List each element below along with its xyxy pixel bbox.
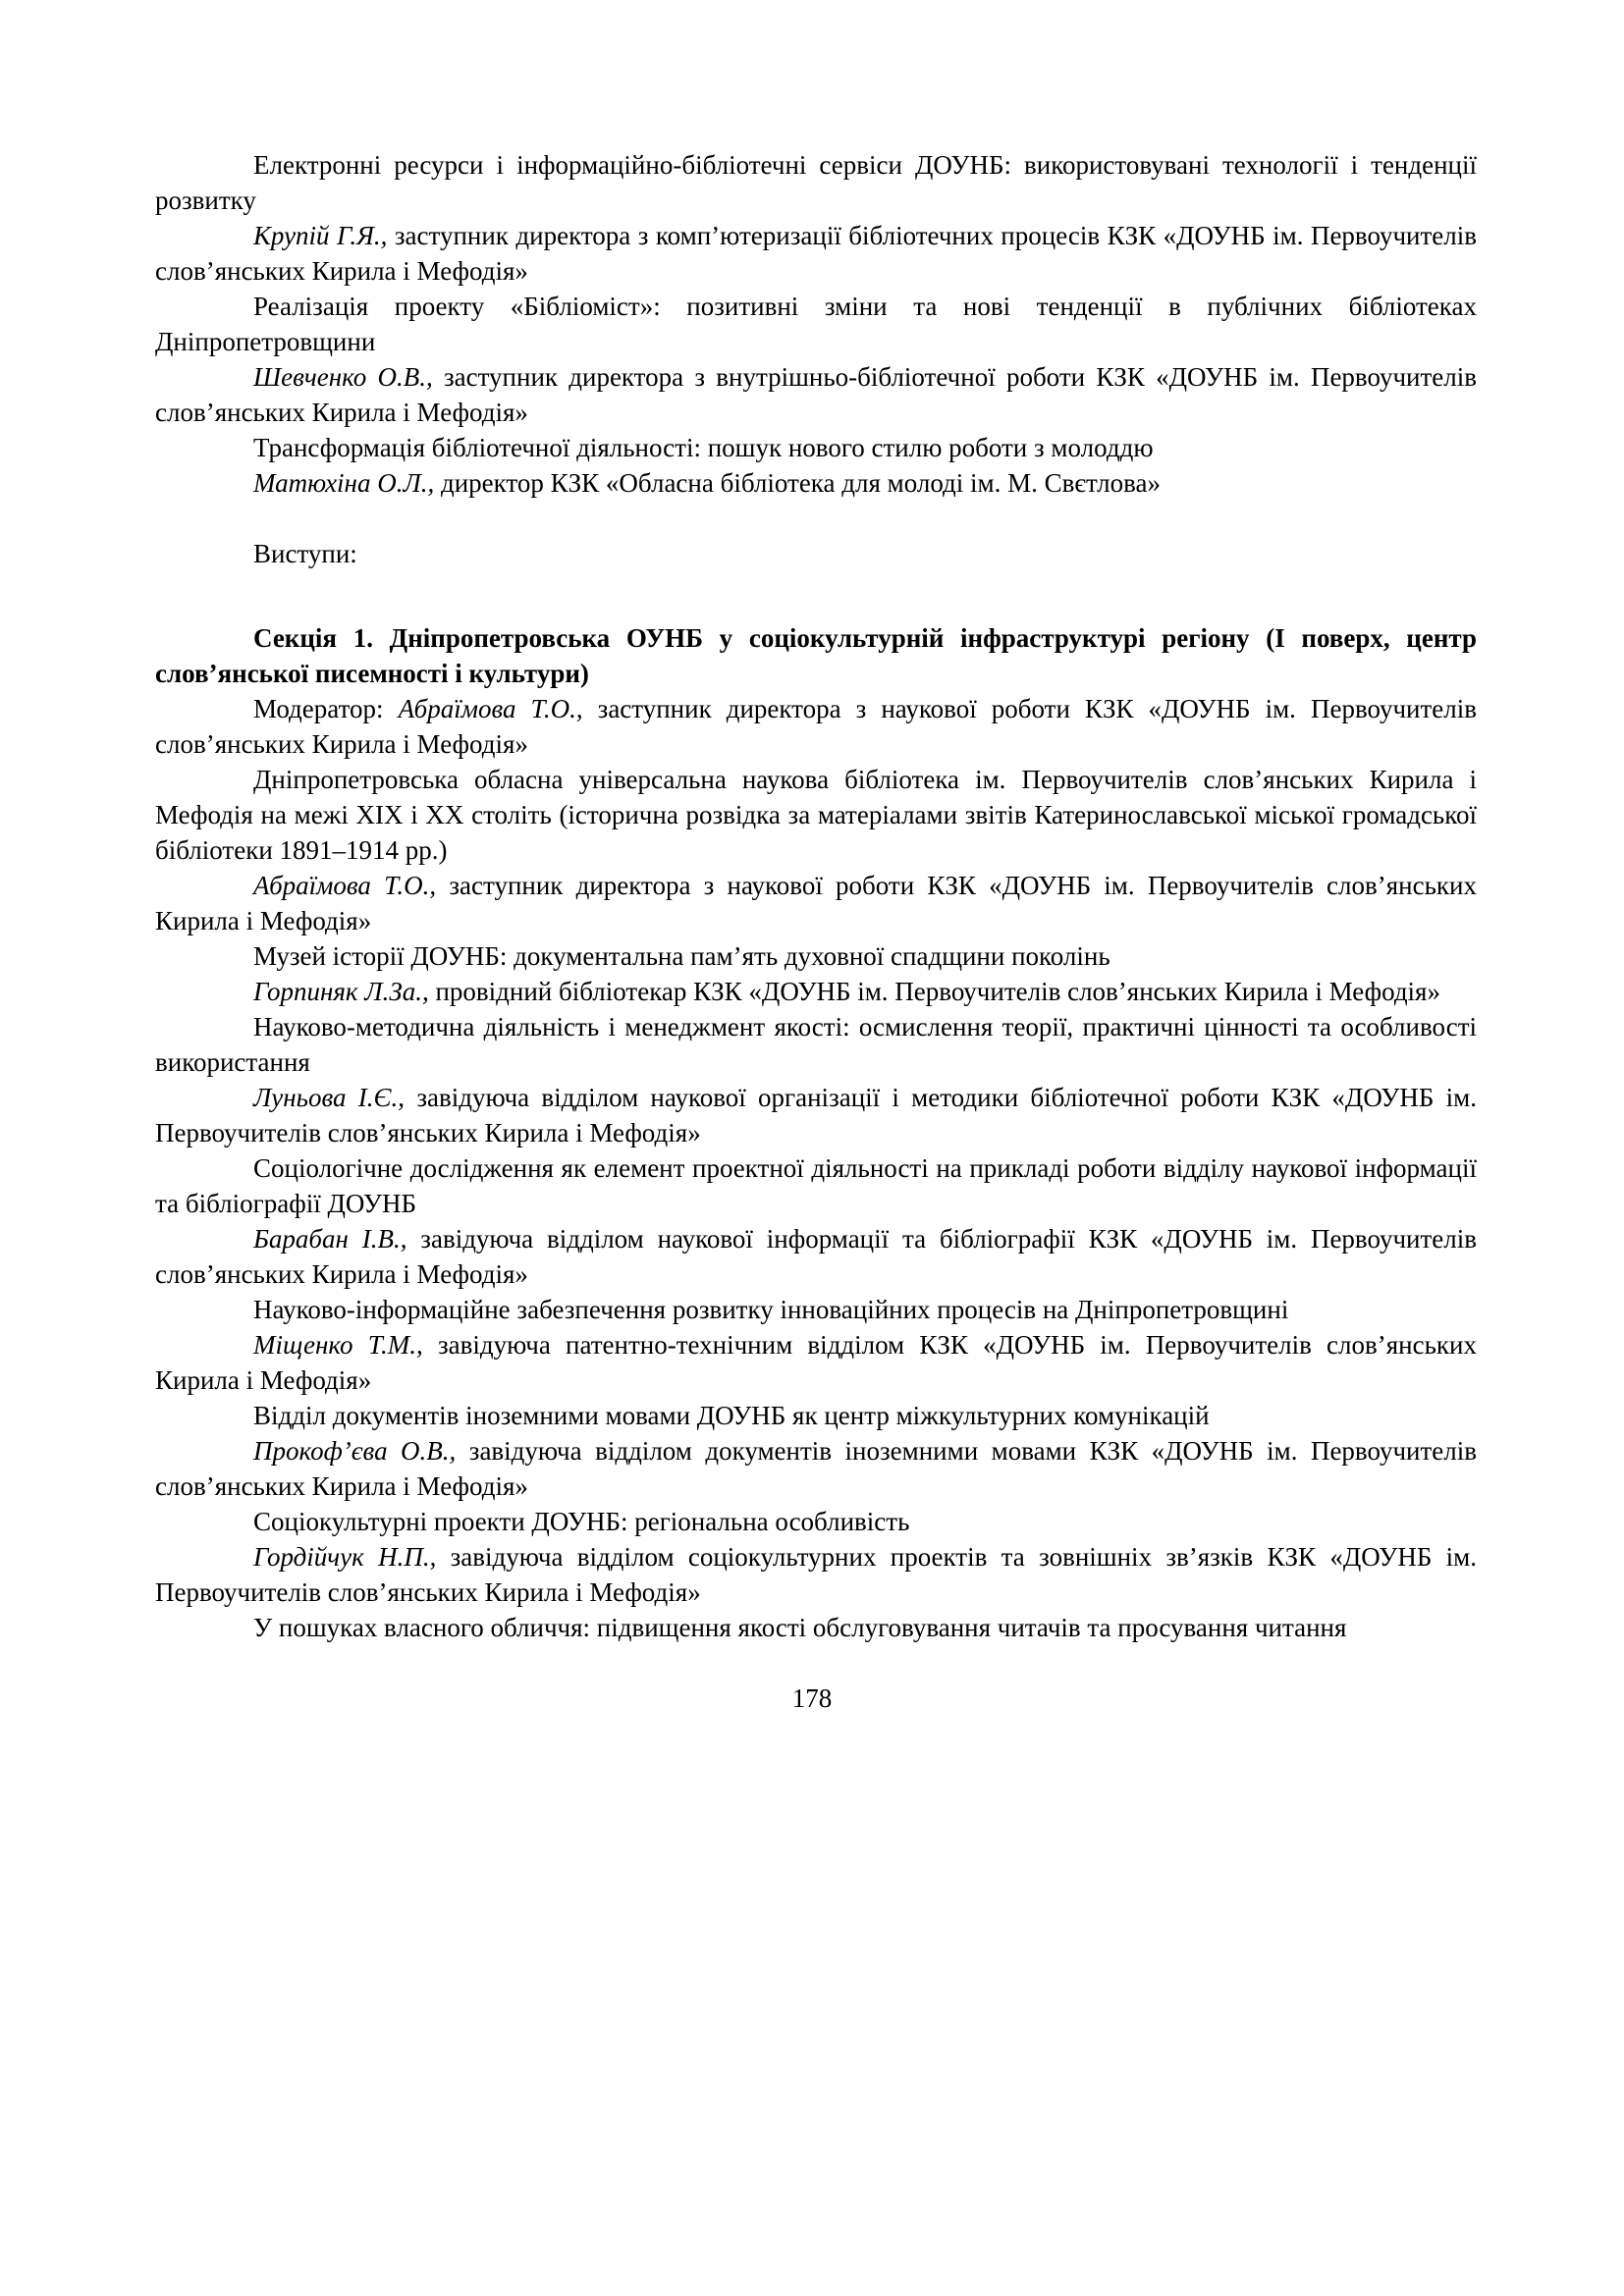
speaker-line [155, 218, 1477, 289]
speaker-role: заступник директора з наукової роботи КЗК «ДОУНБ ім. Первоучителів слов’янських Кирила і Мефодія» [155, 871, 1477, 935]
talk-title: Електронні ресурси і інформаційно-бібліотечні сервіси ДОУНБ: використовувані технології і тенденції розвитку [155, 150, 1477, 215]
moderator-name: Абраїмова Т.О., [398, 694, 583, 723]
speaker-name: Горпиняк Л.За., [253, 977, 429, 1006]
speaker-line [155, 1221, 1477, 1292]
speaker-name: Матюхіна О.Л., [253, 468, 435, 498]
talk-title: Дніпропетровська обласна універсальна наукова бібліотека ім. Первоучителів слов’янських Кирила і Мефодія на межі ХІХ і ХХ століть (історична розвідка за матеріалами звітів Катеринославської міської громадської бібліотеки 1891–1914 рр.) [155, 765, 1477, 865]
talk-title: Трансформація бібліотечної діяльності: пошук нового стилю роботи з молоддю [253, 433, 1154, 462]
talk-title: Музей історії ДОУНБ: документальна пам’ять духовної спадщини поколінь [253, 941, 1110, 971]
speaker-role: завідуюча відділом наукової організації і методики бібліотечної роботи КЗК «ДОУНБ ім. Первоучителів слов’янських Кирила і Мефодія» [155, 1083, 1478, 1148]
speaker-role: завідуюча відділом наукової інформації та бібліографії КЗК «ДОУНБ ім. Первоучителів слов’янських Кирила і Мефодія» [155, 1224, 1477, 1289]
speaker-role: провідний бібліотекар КЗК «ДОУНБ ім. Первоучителів слов’янських Кирила і Мефодія» [435, 977, 1440, 1006]
speaker-role: завідуюча патентно-технічним відділом КЗК «ДОУНБ ім. Первоучителів слов’янських Кирила і Мефодія» [155, 1330, 1477, 1395]
talk-title: У пошуках власного обличчя: підвищення якості обслуговування читачів та просування читання [253, 1613, 1347, 1642]
speaker-line [155, 465, 1477, 501]
speaker-name: Шевченко О.В., [253, 362, 433, 392]
speaker-line [155, 359, 1477, 430]
speaker-line [155, 1539, 1477, 1610]
moderator-line [155, 691, 1477, 762]
moderator-label: Модератор: [253, 694, 384, 723]
talk-title: Соціокультурні проекти ДОУНБ: регіональна особливість [253, 1507, 910, 1536]
spacer [155, 571, 1477, 620]
speaker-name: Гордійчук Н.П., [253, 1542, 437, 1572]
speaker-line [155, 1327, 1477, 1398]
spacer [155, 501, 1477, 536]
speaker-line [155, 974, 1477, 1009]
section-title: Секція 1. Дніпропетровська ОУНБ у соціокультурній інфраструктурі регіону (І поверх, центр слов’янської писемності і культури) [155, 623, 1477, 688]
talk-title: Соціологічне дослідження як елемент проектної діяльності на прикладі роботи відділу наукової інформації та бібліографії ДОУНБ [155, 1153, 1477, 1218]
page-number: 178 [791, 1683, 833, 1713]
speaker-line [155, 1433, 1477, 1504]
speaker-role: заступник директора з внутрішньо-бібліотечної роботи КЗК «ДОУНБ ім. Первоучителів слов’янських Кирила і Мефодія» [155, 362, 1478, 427]
speaker-name: Міщенко Т.М., [253, 1330, 423, 1360]
speaker-role: директор КЗК «Обласна бібліотека для молоді ім. М. Свєтлова» [440, 468, 1161, 498]
speaker-name: Луньова І.Є., [253, 1083, 406, 1112]
speaker-role: завідуюча відділом документів іноземними мовами КЗК «ДОУНБ ім. Первоучителів слов’янських Кирила і Мефодія» [155, 1436, 1478, 1501]
speaker-name: Барабан І.В., [253, 1224, 407, 1254]
moderator-role: заступник директора з наукової роботи КЗК «ДОУНБ ім. Первоучителів слов’янських Кирила і Мефодія» [155, 694, 1478, 759]
document-body [155, 147, 1477, 1645]
speaker-name: Прокоф’єва О.В., [253, 1436, 457, 1466]
talk-title: Науково-інформаційне забезпечення розвитку інноваційних процесів на Дніпропетровщині [253, 1295, 1289, 1324]
section-heading-plain: Виступи: [253, 539, 357, 568]
talk-title: Науково-методична діяльність і менеджмент якості: осмислення теорії, практичні цінності та особливості використання [155, 1012, 1477, 1077]
speaker-name: Крупій Г.Я., [253, 221, 388, 250]
speaker-line [155, 1080, 1477, 1150]
speaker-role: завідуюча відділом соціокультурних проектів та зовнішніх зв’язків КЗК «ДОУНБ ім. Первоучителів слов’янських Кирила і Мефодія» [155, 1542, 1478, 1607]
speaker-line [155, 868, 1477, 938]
talk-title: Реалізація проекту «Бібліоміст»: позитивні зміни та нові тенденції в публічних бібліотеках Дніпропетровщини [155, 292, 1477, 356]
speaker-name: Абраїмова Т.О., [253, 871, 437, 900]
speaker-role: заступник директора з комп’ютеризації бібліотечних процесів КЗК «ДОУНБ ім. Первоучителів слов’янських Кирила і Мефодія» [155, 221, 1478, 286]
talk-title: Відділ документів іноземними мовами ДОУНБ як центр міжкультурних комунікацій [253, 1401, 1210, 1430]
